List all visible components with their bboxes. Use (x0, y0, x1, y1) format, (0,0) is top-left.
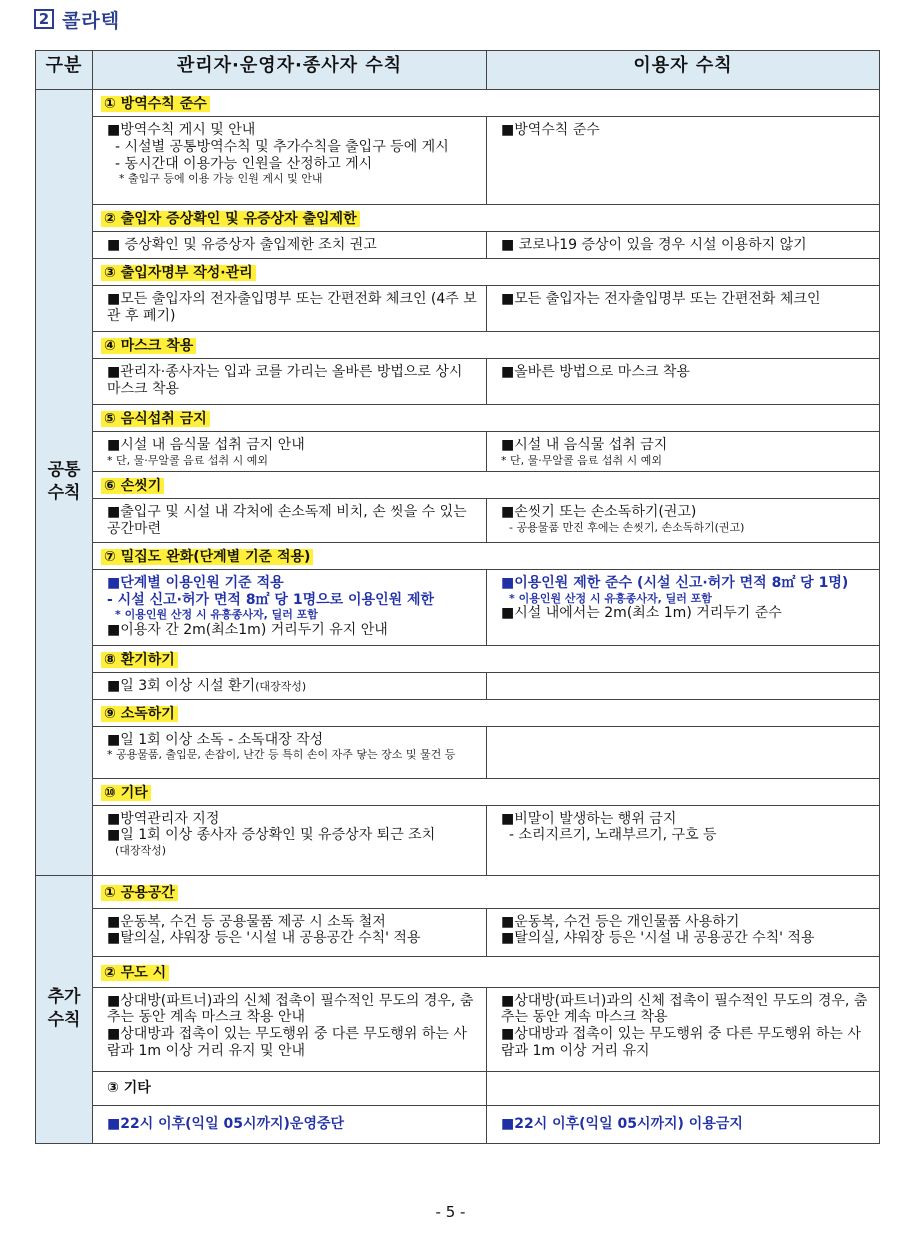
table-row (36, 285, 880, 331)
user-cell (487, 805, 880, 875)
rule-text: ■22시 이후(익일 05시까지) 이용금지 (501, 1116, 743, 1133)
manager-cell (93, 908, 487, 956)
section-label: ⑧ 환기하기 (101, 652, 178, 668)
manager-cell (93, 805, 487, 875)
table-row (36, 569, 880, 645)
user-cell (487, 726, 880, 778)
table-row (36, 726, 880, 778)
table-row (36, 431, 880, 471)
rule-text: ■상대방(파트너)과의 신체 접촉이 필수적인 무도의 경우, 춤추는 동안 계속 마스크 착용 (501, 992, 868, 1026)
section-label: ③ 기타 (107, 1080, 151, 1097)
rule-note: * 이용인원 산정 시 유흥종사자, 딜러 포함 (115, 608, 318, 622)
manager-cell (93, 285, 487, 331)
section-label: ② 무도 시 (101, 965, 169, 981)
manager-cell (93, 672, 487, 699)
manager-cell (93, 987, 487, 1071)
user-cell (487, 1071, 880, 1105)
section-header (93, 258, 880, 285)
section-header (93, 471, 880, 498)
section-header (93, 875, 880, 908)
user-cell (487, 987, 880, 1071)
user-cell (487, 285, 880, 331)
section-header (93, 1071, 487, 1105)
user-cell (487, 431, 880, 471)
rule-note: * 단, 물·무알콜 음료 섭취 시 예외 (107, 453, 268, 467)
section-title-text: 콜라텍 (62, 9, 121, 32)
rule-text: ■출입구 및 시설 내 각처에 손소독제 비치, 손 씻을 수 있는 공간마련 (107, 503, 467, 537)
table-row (36, 498, 880, 542)
section-label: ② 출입자 증상확인 및 유증상자 출입제한 (101, 211, 360, 227)
section-label: ⑤ 음식섭취 금지 (101, 411, 210, 427)
rule-text: ■방역수칙 준수 (501, 122, 600, 138)
table-row (36, 672, 880, 699)
rule-text: ■이용인원 제한 준수 (시설 신고·허가 면적 8㎡ 당 1명) (501, 574, 849, 591)
section-header (93, 331, 880, 358)
rule-text: ■시설 내 음식물 섭취 금지 안내 (107, 436, 305, 453)
section-header (93, 90, 880, 117)
rule-text: ■22시 이후(익일 05시까지)운영중단 (107, 1116, 345, 1133)
user-cell (487, 1105, 880, 1143)
section-title (34, 6, 120, 32)
rule-text: ■일 3회 이상 시설 환기 (107, 677, 256, 694)
page-number: - 5 - (435, 1203, 466, 1221)
rule-text: ■상대방(파트너)과의 신체 접촉이 필수적인 무도의 경우, 춤추는 동안 계속 마스크 착용 안내 (107, 992, 474, 1026)
table-row (36, 805, 880, 875)
table-row (36, 117, 880, 205)
user-cell (487, 908, 880, 956)
user-cell (487, 117, 880, 205)
section-header (93, 645, 880, 672)
rule-text: ■비말이 발생하는 행위 금지 (501, 810, 677, 827)
section-label: ⑨ 소독하기 (101, 706, 178, 722)
rule-text: ■상대방과 접촉이 있는 무도행위 중 다른 무도행위 하는 사람과 1m 이상 거리 유지 (501, 1026, 861, 1059)
section-label: ① 공용공간 (101, 885, 178, 901)
rule-note: - 공용물품 만진 후에는 손씻기, 손소독하기(권고) (509, 520, 745, 534)
table-row (36, 232, 880, 259)
manager-cell (93, 232, 487, 259)
rule-text: ■방역관리자 지정 (107, 810, 220, 827)
rules-table (35, 50, 880, 1144)
rule-text: ■운동복, 수건 등은 개인물품 사용하기 (501, 913, 740, 930)
section-label: ⑦ 밀집도 완화(단계별 기준 적용) (101, 549, 313, 565)
manager-cell (93, 498, 487, 542)
rule-text: ■이용자 간 2m(최소1m) 거리두기 유지 안내 (107, 621, 388, 638)
table-row (36, 908, 880, 956)
rule-text: ■단계별 이용인원 기준 적용 (107, 574, 284, 591)
rule-text: ■시설 내에서는 2m(최소 1m) 거리두기 준수 (501, 604, 782, 621)
user-cell (487, 498, 880, 542)
category-common: 공통 수칙 (36, 90, 93, 876)
section-label: ③ 출입자명부 작성·관리 (101, 265, 256, 281)
manager-cell (93, 1105, 487, 1143)
section-header (93, 778, 880, 805)
rule-note: * 공용물품, 출입문, 손잡이, 난간 등 특히 손이 자주 닿는 장소 및 물건 등 (107, 748, 456, 762)
rule-text: ■손씻기 또는 손소독하기(권고) (501, 503, 697, 520)
section-label: ⑥ 손씻기 (101, 478, 164, 494)
section-label: ① 방역수칙 준수 (101, 96, 210, 112)
section-header (93, 542, 880, 569)
rule-text: - 시설별 공통방역수칙 및 추가수칙을 출입구 등에 게시 (115, 138, 449, 155)
table-header (36, 51, 880, 90)
rule-note: * 출입구 등에 이용 가능 인원 게시 및 안내 (119, 172, 323, 186)
header-user: 이용자 수칙 (487, 51, 880, 90)
rule-text: - 동시간대 이용가능 인원을 산정하고 게시 (115, 155, 373, 172)
rule-text: ■관리자·종사자는 입과 코를 가리는 올바른 방법으로 상시 마스크 착용 (107, 363, 463, 397)
manager-cell (93, 569, 487, 645)
manager-cell (93, 358, 487, 404)
user-cell (487, 358, 880, 404)
rule-note: (대장작성) (115, 844, 167, 858)
section-header (93, 205, 880, 232)
user-cell (487, 569, 880, 645)
rule-text: ■운동복, 수건 등 공용물품 제공 시 소독 철저 (107, 913, 386, 930)
section-header (93, 404, 880, 431)
section-number: 2 (34, 9, 54, 29)
rule-text: ■일 1회 이상 종사자 증상확인 및 유증상자 퇴근 조치 (107, 827, 436, 844)
rule-note: (대장작성) (255, 679, 307, 693)
manager-cell (93, 431, 487, 471)
table-row (36, 1105, 880, 1143)
rule-text: ■ 코로나19 증상이 있을 경우 시설 이용하지 않기 (501, 237, 807, 253)
user-cell (487, 232, 880, 259)
rule-text: ■모든 출입자의 전자출입명부 또는 간편전화 체크인 (4주 보관 후 폐기) (107, 290, 477, 324)
table-row (36, 358, 880, 404)
section-header (93, 956, 880, 987)
rule-text: ■탈의실, 샤워장 등은 '시설 내 공용공간 수칙' 적용 (107, 930, 421, 947)
table-row (36, 987, 880, 1071)
section-label: ⑩ 기타 (101, 785, 151, 801)
rule-text: ■상대방과 접촉이 있는 무도행위 중 다른 무도행위 하는 사람과 1m 이상 거리 유지 및 안내 (107, 1026, 467, 1059)
rule-text: ■모든 출입자는 전자출입명부 또는 간편전화 체크인 (501, 290, 821, 307)
rule-note: * 단, 물·무알콜 음료 섭취 시 예외 (501, 453, 662, 467)
section-label: ④ 마스크 착용 (101, 338, 196, 354)
rule-note: * 이용인원 산정 시 유흥종사자, 딜러 포함 (509, 591, 712, 605)
rule-text: ■시설 내 음식물 섭취 금지 (501, 436, 668, 453)
rule-text: ■ 증상확인 및 유증상자 출입제한 조치 권고 (107, 237, 377, 253)
rule-text: ■올바른 방법으로 마스크 착용 (501, 363, 690, 380)
user-cell (487, 672, 880, 699)
rule-text: ■탈의실, 샤워장 등은 '시설 내 공용공간 수칙' 적용 (501, 930, 815, 947)
rule-text: ■방역수칙 게시 및 안내 (107, 122, 256, 138)
rule-text: ■일 1회 이상 소독 - 소독대장 작성 (107, 731, 324, 748)
category-extra: 추가 수칙 (36, 875, 93, 1143)
header-category: 구분 (36, 51, 93, 90)
rule-text: - 시설 신고·허가 면적 8㎡ 당 1명으로 이용인원 제한 (107, 591, 435, 608)
manager-cell (93, 726, 487, 778)
section-header (93, 699, 880, 726)
manager-cell (93, 117, 487, 205)
rule-text: - 소리지르기, 노래부르기, 구호 등 (509, 827, 717, 844)
header-manager: 관리자·운영자·종사자 수칙 (93, 51, 487, 90)
